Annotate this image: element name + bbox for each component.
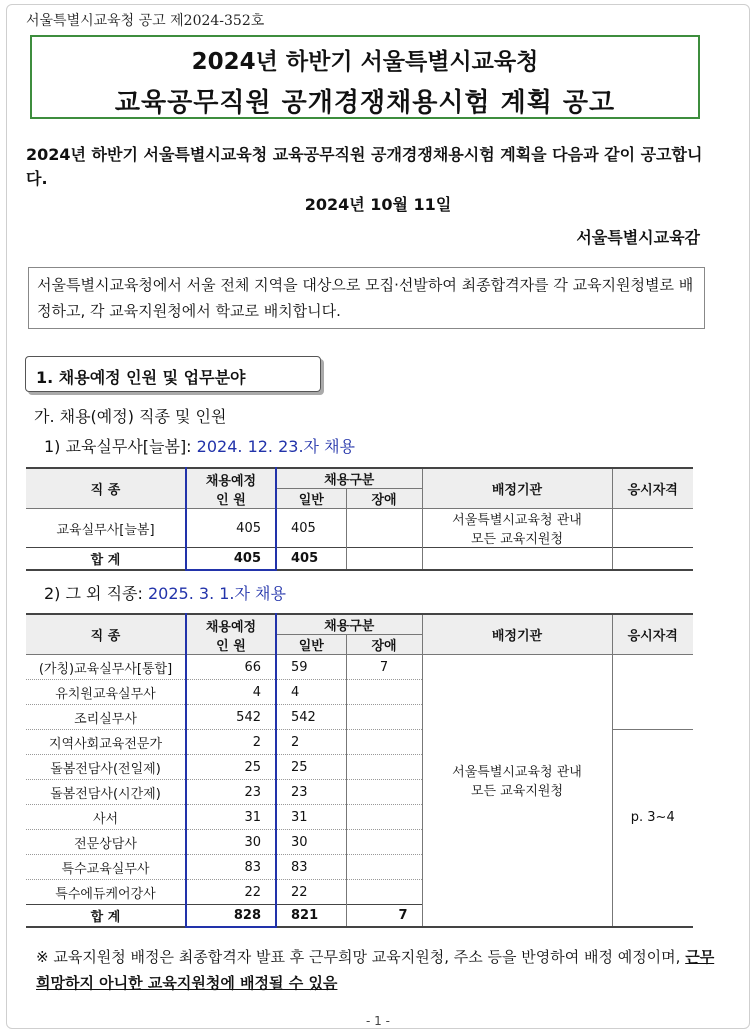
announcement-date: 2024년 10월 11일: [304, 195, 452, 214]
intro-text: 2024년 하반기 서울특별시교육청 교육공무직원 공개경쟁채용시험 계획을 다음과 같이 공고합니다.: [26, 145, 703, 188]
table-row: 특수교육실무사 83 83: [26, 855, 693, 880]
subsection-a: 가. 채용(예정) 직종 및 인원: [34, 407, 227, 426]
header-disabled: 장애: [346, 635, 422, 655]
subsection-1-date: 2024. 12. 23.자 채용: [196, 437, 355, 456]
table-row: 돌봄전담사(전일제) 25 25: [26, 755, 693, 780]
title-line1: 2024년 하반기 서울특별시교육청: [191, 49, 539, 75]
subsection-1-label: 1) 교육실무사[늘봄]:: [44, 437, 192, 456]
header-assign: 배정기관: [422, 614, 612, 655]
table-row: 돌봄전담사(시간제) 23 23: [26, 780, 693, 805]
title-line2: 교육공무직원 공개경쟁채용시험 계획 공고: [114, 88, 616, 118]
table-neulbom: [26, 467, 693, 571]
footnote: [36, 944, 716, 996]
total-row: 합 계 405 405: [26, 548, 693, 570]
header-category: 채용구분: [276, 468, 422, 489]
header-disabled: 장애: [346, 489, 422, 509]
header-category: 채용구분: [276, 614, 422, 635]
page-number: - 1 -: [366, 1014, 390, 1028]
assign-cell: 서울특별시교육청 관내 모든 교육지원청: [422, 509, 612, 548]
subsection-2-date: 2025. 3. 1.자 채용: [148, 584, 286, 603]
header-job: 직 종: [26, 614, 186, 655]
total-row: 합 계 828 821 7: [26, 905, 693, 927]
subsection-2: [44, 581, 286, 604]
document-number: 서울특별시교육청 공고 제2024-352호: [26, 13, 265, 29]
header-qualification: 응시자격: [612, 468, 693, 509]
title-box: [30, 35, 700, 119]
qualification-cell: p. 3~4: [612, 730, 693, 905]
table-row: 전문상담사 30 30: [26, 830, 693, 855]
table-row: 특수에듀케어강사 22 22: [26, 880, 693, 905]
table-row: 유치원교육실무사 4 4: [26, 680, 693, 705]
footnote-underlined: 근무희망하지 아니한 교육지원청에 배정될 수 있음: [36, 948, 715, 992]
issuer: 서울특별시교육감: [576, 228, 700, 247]
header-planned: 채용예정 인 원: [186, 468, 276, 509]
subsection-2-label: 2) 그 외 직종:: [44, 584, 143, 603]
table-row: (가칭)교육실무사[통합] 66 59 7 서울특별시교육청 관내 모든 교육지원청: [26, 655, 693, 680]
subsection-1: [44, 434, 355, 457]
notice-box: 서울특별시교육청에서 서울 전체 지역을 대상으로 모집·선발하여 최종합격자를 각 교육지원청별로 배정하고, 각 교육지원청에서 학교로 배치합니다.: [28, 267, 705, 329]
table-row: 지역사회교육전문가 2 2 p. 3~4: [26, 730, 693, 755]
table-row: 사서 31 31: [26, 805, 693, 830]
header-assign: 배정기관: [422, 468, 612, 509]
header-general: 일반: [276, 635, 346, 655]
header-planned: 채용예정 인 원: [186, 614, 276, 655]
header-qualification: 응시자격: [612, 614, 693, 655]
table-row: 조리실무사 542 542: [26, 705, 693, 730]
table-other-jobs: [26, 613, 693, 928]
section-title: 1. 채용예정 인원 및 업무분야: [25, 356, 321, 392]
footnote-text: ※ 교육지원청 배정은 최종합격자 발표 후 근무희망 교육지원청, 주소 등을 반영하여 배정 예정이며,: [36, 948, 681, 966]
header-job: 직 종: [26, 468, 186, 509]
table-row: 교육실무사[늘봄] 405 405 서울특별시교육청 관내 모든 교육지원청: [26, 509, 693, 548]
header-general: 일반: [276, 489, 346, 509]
assign-cell: 서울특별시교육청 관내 모든 교육지원청: [422, 655, 612, 905]
